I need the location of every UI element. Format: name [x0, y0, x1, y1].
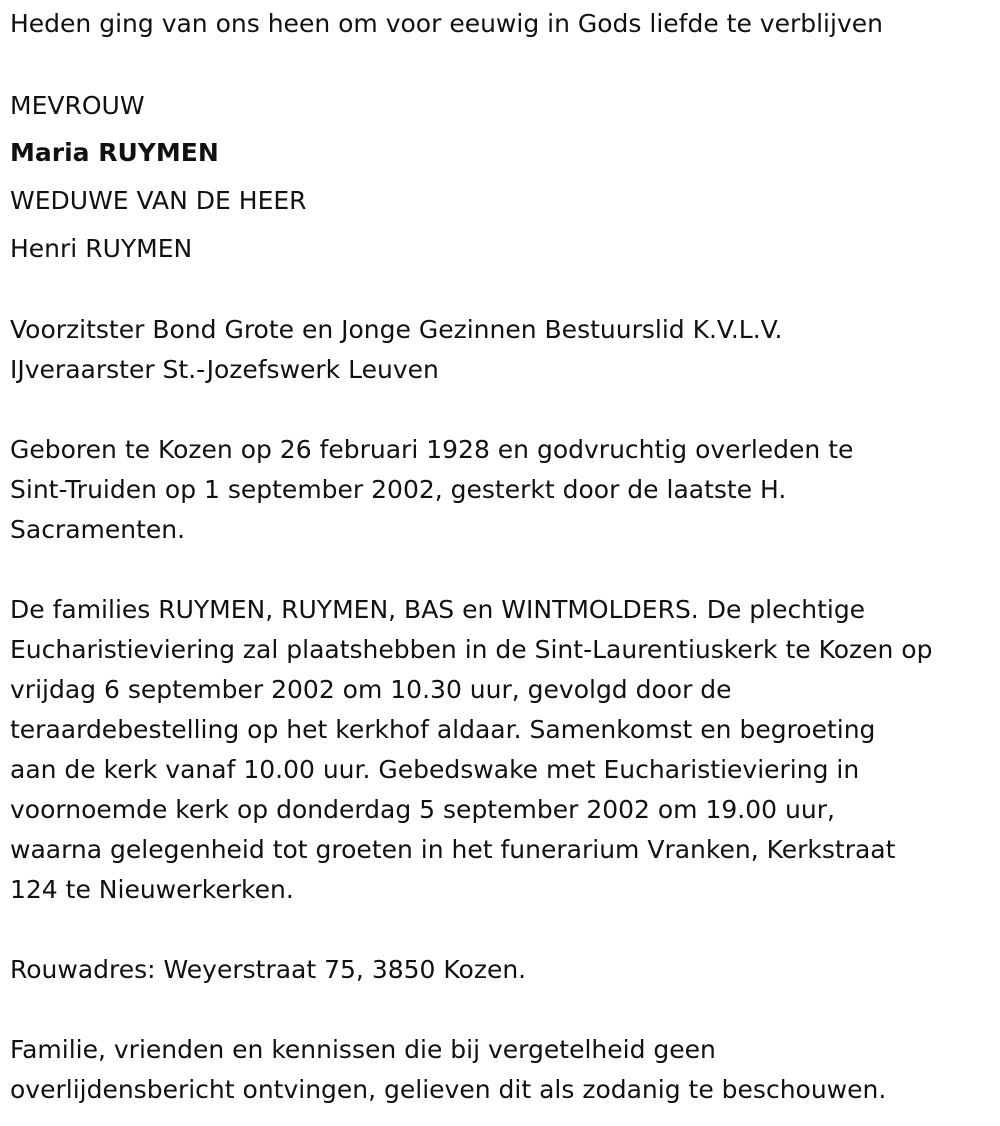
deceased-relation: WEDUWE VAN DE HEER	[10, 186, 307, 215]
birth-death-line: Geboren te Kozen op 26 februari 1928 en godvruchtig overleden te	[10, 435, 854, 464]
opening-line: Heden ging van ons heen om voor eeuwig in Gods liefde te verblijven	[10, 9, 883, 38]
ceremony-line: De families RUYMEN, RUYMEN, BAS en WINTMOLDERS. De plechtige	[10, 595, 866, 624]
ceremony-line: Eucharistieviering zal plaatshebben in de Sint-Laurentiuskerk te Kozen op	[10, 635, 933, 664]
deceased-title: MEVROUW	[10, 91, 145, 120]
ceremony-line: waarna gelegenheid tot groeten in het funerarium Vranken, Kerkstraat	[10, 835, 896, 864]
spouse-name: Henri RUYMEN	[10, 234, 193, 263]
ceremony-line: teraardebestelling op het kerkhof aldaar. Samenkomst en begroeting	[10, 715, 876, 744]
birth-death-line: Sint-Truiden op 1 september 2002, gesterkt door de laatste H.	[10, 475, 787, 504]
closing-line: overlijdensbericht ontvingen, gelieven dit als zodanig te beschouwen.	[10, 1075, 887, 1104]
mourning-address: Rouwadres: Weyerstraat 75, 3850 Kozen.	[10, 955, 527, 984]
role-line: IJveraarster St.-Jozefswerk Leuven	[10, 355, 439, 384]
ceremony-line: voornoemde kerk op donderdag 5 september 2002 om 19.00 uur,	[10, 795, 835, 824]
birth-death-line: Sacramenten.	[10, 515, 186, 544]
ceremony-line: aan de kerk vanaf 10.00 uur. Gebedswake met Eucharistieviering in	[10, 755, 860, 784]
ceremony-line: 124 te Nieuwerkerken.	[10, 875, 294, 904]
ceremony-line: vrijdag 6 september 2002 om 10.30 uur, gevolgd door de	[10, 675, 732, 704]
role-line: Voorzitster Bond Grote en Jonge Gezinnen Bestuurslid K.V.L.V.	[10, 315, 783, 344]
deceased-name: Maria RUYMEN	[10, 138, 219, 167]
closing-line: Familie, vrienden en kennissen die bij vergetelheid geen	[10, 1035, 716, 1064]
